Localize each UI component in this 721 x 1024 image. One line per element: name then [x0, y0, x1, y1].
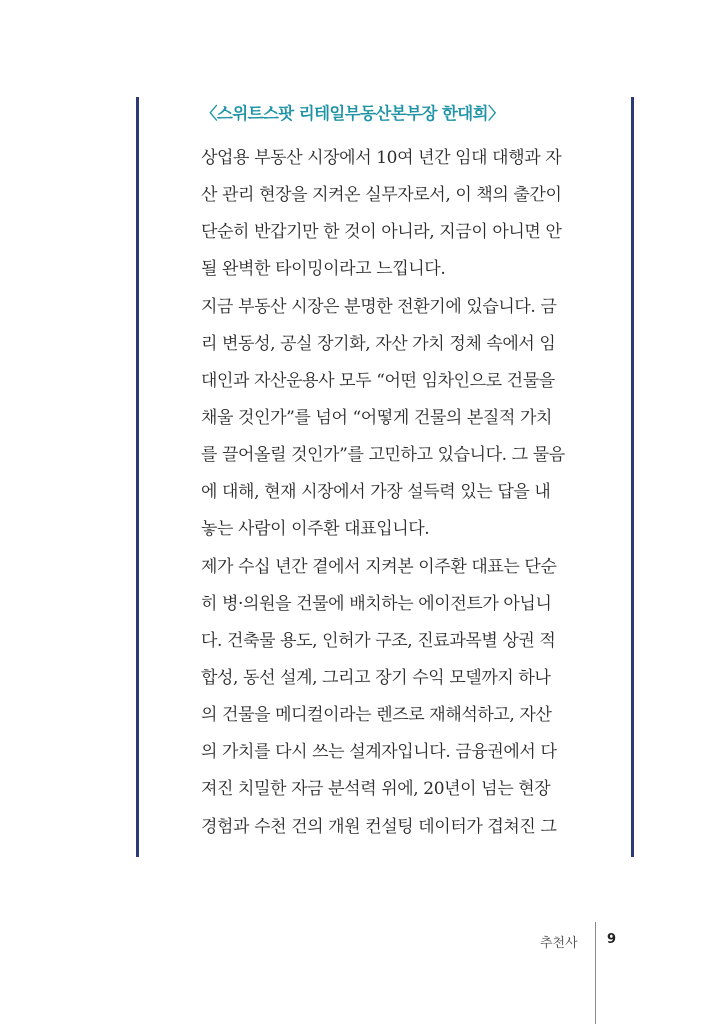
right-border-bar [631, 97, 634, 857]
footer-divider [595, 922, 596, 1024]
body-line: 리 변동성, 공실 장기화, 자산 가치 정체 속에서 임 [201, 333, 556, 354]
body-line: 지금 부동산 시장은 분명한 전환기에 있습니다. 금 [201, 296, 557, 317]
body-line: 될 완벽한 타이밍이라고 느낍니다. [201, 259, 446, 280]
body-line: 놓는 사람이 이주환 대표입니다. [201, 519, 430, 540]
body-line: 다. 건축물 용도, 인허가 구조, 진료과목별 상권 적 [201, 630, 556, 651]
body-line: 제가 수십 년간 곁에서 지켜본 이주환 대표는 단순 [201, 556, 557, 577]
recommender-heading: 〈스위트스팟 리테일부동산본부장 한대희〉 [201, 104, 504, 123]
body-line: 대인과 자산운용사 모두 “어떤 임차인으로 건물을 [201, 370, 555, 391]
body-line: 히 병·의원을 건물에 배치하는 에이전트가 아닙니 [201, 593, 552, 614]
body-line: 합성, 동선 설계, 그리고 장기 수익 모델까지 하나 [201, 667, 551, 688]
body-line: 져진 치밀한 자금 분석력 위에, 20년이 넘는 현장 [201, 779, 551, 800]
section-label: 추천사 [540, 936, 578, 951]
page-number: 9 [607, 932, 617, 947]
body-line: 를 끌어올릴 것인가”를 고민하고 있습니다. 그 물음 [201, 445, 565, 466]
body-line: 산 관리 현장을 지켜온 실무자로서, 이 책의 출간이 [201, 185, 562, 206]
left-border-bar [136, 97, 139, 857]
body-line: 상업용 부동산 시장에서 10여 년간 임대 대행과 자 [201, 148, 562, 168]
body-line: 단순히 반갑기만 한 것이 아니라, 지금이 아니면 안 [201, 222, 562, 243]
body-line: 채울 것인가”를 넘어 “어떻게 건물의 본질적 가치 [201, 407, 553, 428]
body-line: 에 대해, 현재 시장에서 가장 설득력 있는 답을 내 [201, 482, 551, 503]
body-line: 의 건물을 메디컬이라는 렌즈로 재해석하고, 자산 [201, 705, 552, 726]
body-line: 경험과 수천 건의 개원 컨설팅 데이터가 겹쳐진 그 [201, 816, 557, 837]
recommendation-body [201, 140, 581, 846]
body-line: 의 가치를 다시 쓰는 설계자입니다. 금융권에서 다 [201, 742, 557, 763]
